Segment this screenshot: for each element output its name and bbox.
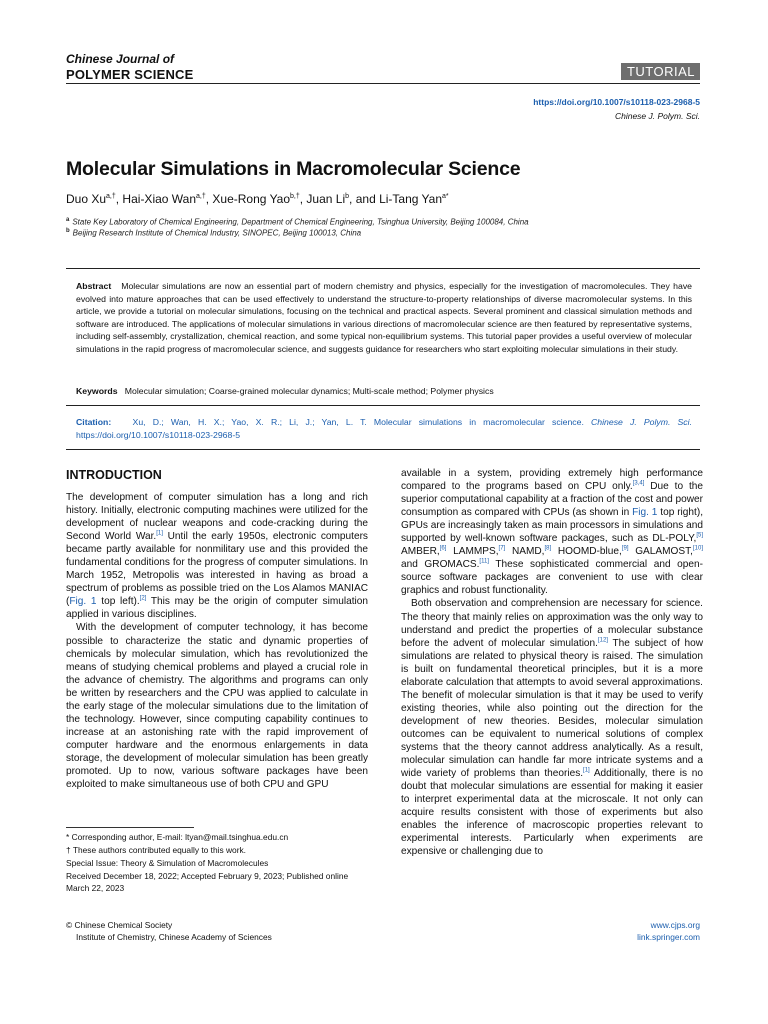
ref-link[interactable]: [10] bbox=[692, 545, 703, 552]
intro-paragraph-2: With the development of computer technology, it has become possible to characterize the static and dynamic properties of chemicals by molecular simulation, which has revolutionized the means of studying chemical problems and played a crucial role in the advance of chemistry. The algorithms and programs can only be written by researchers and the CPU was applied to calculate in the early stage of the molecular simulations due to the limitation of the technology. However, since computing capability continues to increase at an astonishing rate with the rapid improvement of computer hardware and the enormous enlargements in data storage, the development of molecular simulation has been greatly promoted. Up to now, various software packages have been exploited to make simultaneous use of both CPU and GPU bbox=[66, 622, 368, 791]
article-type-badge: TUTORIAL bbox=[621, 63, 700, 80]
publisher-info bbox=[66, 920, 272, 943]
doi-link[interactable]: https://doi.org/10.1007/s10118-023-2968-5 bbox=[533, 97, 700, 107]
journal-abbreviation: Chinese J. Polym. Sci. bbox=[614, 111, 700, 121]
citation-text-link[interactable]: Xu, D.; Wan, H. X.; Yao, X. R.; Li, J.; Yan, L. T. Molecular simulations in macromolecular science. bbox=[132, 417, 584, 427]
publisher-links bbox=[637, 920, 700, 943]
springer-link[interactable]: link.springer.com bbox=[637, 931, 700, 942]
ref-link[interactable]: [7] bbox=[498, 545, 506, 552]
ref-link[interactable]: [8] bbox=[544, 545, 552, 552]
ref-link[interactable]: [9] bbox=[621, 545, 629, 552]
society-name: © Chinese Chemical Society bbox=[66, 920, 173, 930]
left-column-text bbox=[66, 491, 368, 791]
figure-1-link[interactable]: Fig. 1 bbox=[69, 596, 97, 608]
ref-link[interactable]: [6] bbox=[439, 545, 447, 552]
intro-paragraph-4: Both observation and comprehension are necessary for science. The theory that mainly relies on approximation was the only way to understand and predict the properties of a molecular substance before the advent of molecular simulation.[12] The subject of how simulations are related to physical theory is raised. The simulation is built on fundamental theoretical principles, but it is a more elaborate calculation that attempts to avoid several approximations. The benefit of molecular simulation is that it may be used to verify existing theories, while also pointing out the direction for the development of new theories. Besides, molecular simulation outcomes can be equivalent to numerical solutions of complex systems that the theory cannot address analytically. As a result, molecular simulation can handle far more intricate systems and a wide variety of problems than theories.[1] Additionally, there is no doubt that molecular simulations are essential for making it easier to interpret experimental data at the microscale. It not only can acquire results consistent with those of experiments but also enables the inference of macroscopic properties relevant to experimental interests. Particularly when experiments are expensive or challenging due to bbox=[401, 598, 703, 858]
keywords: Keywords Molecular simulation; Coarse-grained molecular dynamics; Multi-scale method; Polymer physics bbox=[76, 386, 494, 396]
journal-name-line2: POLYMER SCIENCE bbox=[66, 67, 194, 82]
footnote-dates: Received December 18, 2022; Accepted February 9, 2023; Published online March 22, 2023 bbox=[66, 871, 349, 893]
abstract: Abstract Molecular simulations are now an essential part of modern chemistry and physics, especially for the investigation of macromolecules. They have evolved into mature approaches that can be used effectively to understand the structure-to-property relationships of diverse macromolecular systems. In this article, we provide a tutorial on molecular simulations, focusing on the technical and practical aspects. Several prominent and classical simulation methods and software are introduced. The applications of molecular simulations in various directions of macromolecular science are then featured by representative systems, including self-assembly, crystallization, chemical reaction, and some typical non-equilibrium systems. This tutorial paper provides a useful overview of molecular simulations in the rapid progress of macromolecular science, and suggests guidance for researchers who start exploiting molecular simulations in their study. bbox=[76, 281, 692, 354]
citation-doi-link[interactable]: https://doi.org/10.1007/s10118-023-2968-5 bbox=[76, 429, 241, 440]
footnotes bbox=[66, 831, 368, 895]
footnote-rule bbox=[66, 827, 194, 828]
affiliation-b: $^b$ Beijing Research Institute of Chemical Industry, SINOPEC, Beijing 100013, China bbox=[66, 228, 362, 238]
author-list: Duo $Xu^{a,\dagger}$, Hai-Xiao Wan$^{a,\dagger}$, Xue-Rong Yao$^{b,\dagger}$, Juan Li$^b$, and Li-Tang Yan$^{a*}$ bbox=[66, 192, 449, 206]
citation-bottom-rule bbox=[66, 449, 700, 450]
figure-1-link[interactable]: Fig. 1 bbox=[632, 507, 658, 519]
cjps-link[interactable]: www.cjps.org bbox=[650, 920, 700, 930]
article-title: Molecular Simulations in Macromolecular Science bbox=[66, 158, 521, 180]
ref-link[interactable]: [1] bbox=[583, 767, 590, 774]
header-rule bbox=[66, 83, 700, 84]
citation-block: Citation: Xu, D.; Wan, H. X.; Yao, X. R.; Li, J.; Yan, L. T. Molecular simulations in macromolecular science. Chinese J. Polym. Sci. https://doi.org/10.1007/s10118-023-2968-5 bbox=[76, 417, 692, 440]
ref-link[interactable]: [12] bbox=[597, 637, 608, 644]
ref-link[interactable]: [3,4] bbox=[632, 480, 645, 487]
intro-paragraph-1: The development of computer simulation has a long and rich history. Initially, electronic computing machines were utilized for the development of nuclear weapons and code-cracking during the Second World War.[1] Until the early 1950s, electronic computers became partly available for nonmilitary use and this provided the fundamental conditions for the progress of computer simulations. In March 1952, Metropolis was interested in having as broad a spectrum of problems as possible tried on the Los Alamos MANIAC (Fig. 1 top left).[2] This may be the origin of computer simulation applied in various disciplines. bbox=[66, 492, 368, 621]
section-heading-introduction: INTRODUCTION bbox=[66, 468, 162, 482]
journal-name-line1: Chinese Journal of bbox=[66, 52, 175, 66]
ref-link[interactable]: [2] bbox=[139, 596, 147, 603]
footnote-corresponding: * Corresponding author, E-mail: ltyan@mail.tsinghua.edu.cn bbox=[66, 832, 289, 842]
affiliation-a: $^a$ State Key Laboratory of Chemical Engineering, Department of Chemical Engineering, Tsinghua University, Beijing 100084, China bbox=[66, 217, 529, 227]
footnote-equal-contribution: † These authors contributed equally to this work. bbox=[66, 845, 247, 855]
ref-link[interactable]: [1] bbox=[156, 530, 163, 537]
citation-top-rule bbox=[66, 405, 700, 406]
ref-link[interactable]: [11] bbox=[479, 558, 489, 565]
footnote-special-issue: Special Issue: Theory & Simulation of Macromolecules bbox=[66, 858, 269, 868]
right-column-text bbox=[401, 467, 703, 858]
intro-paragraph-3: available in a system, providing extremely high performance compared to the programs based on CPU only.[3,4] Due to the superior computational capability at a fraction of the cost and power consumption as compared with CPUs (as shown in Fig. 1 top right), GPUs are increasingly taken as main processors in simulations and supported by well-known software packages, such as DL-POLY,[5] AMBER,[6] LAMMPS,[7] NAMD,[8] HOOMD-blue,[9] GALAMOST,[10] and GROMACS.[11] These sophisticated commercial and open-source software packages are convenient to use with clear graphics and robust functionality. bbox=[401, 468, 703, 597]
ref-link[interactable]: [5] bbox=[696, 532, 703, 539]
institute-name: Institute of Chemistry, Chinese Academy of Sciences bbox=[76, 931, 272, 942]
abstract-top-rule bbox=[66, 268, 700, 269]
